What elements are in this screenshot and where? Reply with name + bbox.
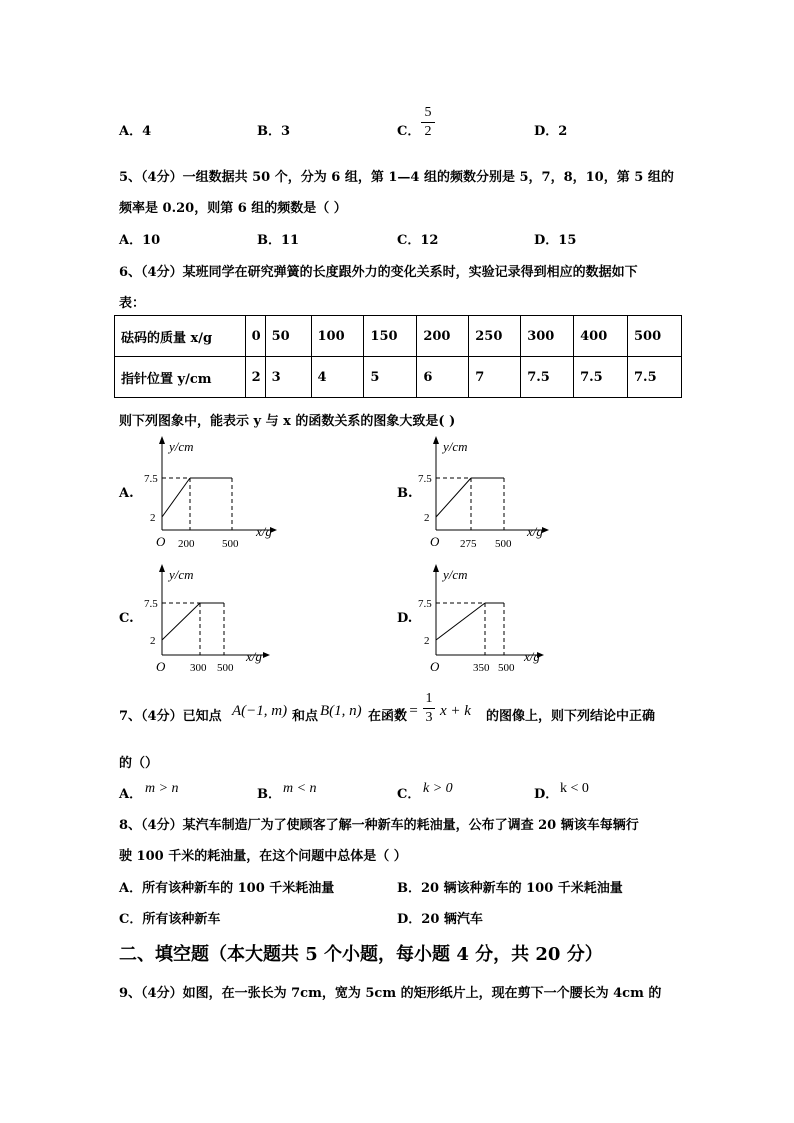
q7-option-b: m < n (283, 781, 317, 796)
x-tick-break: 350 (473, 662, 490, 674)
table-cell: 150 (364, 316, 417, 357)
y-axis-label: y/cm (169, 567, 194, 582)
table-row (115, 316, 682, 357)
x-axis-label: x/g (524, 649, 540, 664)
origin-label: O (156, 534, 166, 549)
fraction-denominator: 3 (425, 710, 433, 725)
q5-line1: 5、（4分）一组数据共 50 个，分为 6 组，第 1—4 组的频数分别是 5，7，8，10，第 5 组的 (119, 170, 674, 185)
graph-d-label: D. (397, 611, 413, 626)
graph-d (414, 560, 564, 676)
graph-b-label: B. (397, 486, 413, 501)
origin-label: O (430, 659, 440, 674)
q8-line2: 驶 100 千米的耗油量，在这个问题中总体是（ ） (119, 849, 407, 864)
table-cell: 0 (245, 316, 265, 357)
y-axis-label: y/cm (443, 567, 468, 582)
q7-mid: 在函数 (368, 709, 408, 724)
x-tick-end: 500 (217, 662, 234, 674)
table-cell: 7.5 (521, 357, 574, 398)
q7-func-rhs: x + k (440, 703, 471, 719)
table-cell: 7 (469, 357, 521, 398)
q7-point-a: A(−1, m) (232, 703, 288, 719)
origin-label: O (156, 659, 166, 674)
rising-segment (162, 603, 200, 640)
rising-segment (436, 478, 471, 517)
graph-b (414, 432, 564, 552)
fraction-numerator: 1 (425, 691, 433, 706)
x-axis-label: x/g (527, 524, 543, 539)
q8-option-d: D．20 辆汽车 (397, 912, 483, 927)
q5-line2: 频率是 0.20，则第 6 组的频数是（ ） (119, 201, 347, 216)
x-tick-break: 275 (460, 538, 477, 550)
table-cell: 7.5 (574, 357, 628, 398)
x-tick-end: 500 (222, 538, 239, 550)
q8-option-b: B．20 辆该种新车的 100 千米耗油量 (397, 881, 623, 896)
q7-option-d: k < 0 (560, 781, 589, 796)
q7-option-c: k > 0 (423, 781, 453, 796)
q7-option-a-label: A． (119, 787, 143, 802)
y-tick-top: 7.5 (418, 473, 432, 485)
y-axis-label: y/cm (443, 439, 468, 454)
table-cell: 3 (265, 357, 311, 398)
rising-segment (162, 478, 190, 517)
q7-and: 和点 (292, 709, 319, 724)
table-cell: 400 (574, 316, 628, 357)
q4-option-b: B．3 (257, 124, 291, 139)
y-tick-start: 2 (150, 512, 156, 524)
origin-label: O (430, 534, 440, 549)
table-cell: 4 (311, 357, 364, 398)
x-tick-break: 200 (178, 538, 195, 550)
table-cell: 2 (245, 357, 265, 398)
graph-c-label: C. (119, 611, 134, 626)
x-axis-label: x/g (256, 524, 272, 539)
q8-option-a: A．所有该种新车的 100 千米耗油量 (119, 881, 335, 896)
q4-option-d: D．2 (534, 124, 568, 139)
q6-line2: 表： (119, 296, 146, 311)
q5-option-b: B．11 (257, 233, 300, 248)
q4-option-a: A．4 (119, 124, 152, 139)
q4-option-c-label: C． (397, 124, 421, 139)
table-cell: 200 (417, 316, 469, 357)
table-cell: 100 (311, 316, 364, 357)
q4-option-c-fraction (421, 105, 435, 140)
q8-line1: 8、（4分）某汽车制造厂为了使顾客了解一种新车的耗油量，公布了调查 20 辆该车每辆行 (119, 818, 639, 833)
q7-option-a: m > n (145, 781, 179, 796)
section-title: 二、填空题（本大题共 5 个小题，每小题 4 分，共 20 分） (119, 944, 603, 965)
q5-option-c: C．12 (397, 233, 439, 248)
fraction-denominator: 2 (424, 124, 432, 139)
graph-c (140, 560, 290, 676)
q7-suffix: 的图像上，则下列结论中正确 (486, 709, 656, 724)
q9-line1: 9、（4分）如图，在一张长为 7cm，宽为 5cm 的矩形纸片上，现在剪下一个腰长为 4cm 的 (119, 986, 662, 1001)
graph-a (140, 432, 290, 552)
q7-point-b: B(1, n) (320, 703, 362, 719)
graph-a-label: A. (119, 486, 134, 501)
y-tick-start: 2 (424, 512, 430, 524)
q7-line2: 的（） (119, 756, 159, 771)
table-cell: 300 (521, 316, 574, 357)
q7-func-lhs: y = (398, 703, 419, 719)
table-cell: 砝码的质量 x/g (115, 316, 246, 357)
q7-option-c-label: C． (397, 787, 421, 802)
x-tick-break: 300 (190, 662, 207, 674)
fraction-numerator: 5 (424, 105, 432, 120)
q6-line1: 6、（4分）某班同学在研究弹簧的长度跟外力的变化关系时，实验记录得到相应的数据如下 (119, 265, 638, 280)
table-row (115, 357, 682, 398)
q8-option-c: C．所有该种新车 (119, 912, 221, 927)
x-axis-label: x/g (246, 649, 262, 664)
q6-question: 则下列图象中，能表示 y 与 x 的函数关系的图象大致是( ) (119, 414, 456, 429)
table-cell: 50 (265, 316, 311, 357)
table-cell: 500 (628, 316, 682, 357)
table-cell: 250 (469, 316, 521, 357)
q5-option-a: A．10 (119, 233, 161, 248)
q7-option-d-label: D． (534, 787, 559, 802)
x-tick-end: 500 (498, 662, 515, 674)
table-cell: 指针位置 y/cm (115, 357, 246, 398)
y-axis-label: y/cm (169, 439, 194, 454)
y-tick-start: 2 (150, 635, 156, 647)
table-cell: 6 (417, 357, 469, 398)
y-tick-top: 7.5 (144, 598, 158, 610)
rising-segment (436, 603, 485, 640)
spring-data-table (114, 315, 682, 398)
q7-option-b-label: B． (257, 787, 281, 802)
q7-prefix: 7、（4分）已知点 (119, 709, 222, 724)
table-cell: 7.5 (628, 357, 682, 398)
y-tick-start: 2 (424, 635, 430, 647)
x-tick-end: 500 (495, 538, 512, 550)
y-tick-top: 7.5 (144, 473, 158, 485)
y-tick-top: 7.5 (418, 598, 432, 610)
table-cell: 5 (364, 357, 417, 398)
q7-fraction (423, 691, 435, 726)
q5-option-d: D．15 (534, 233, 577, 248)
